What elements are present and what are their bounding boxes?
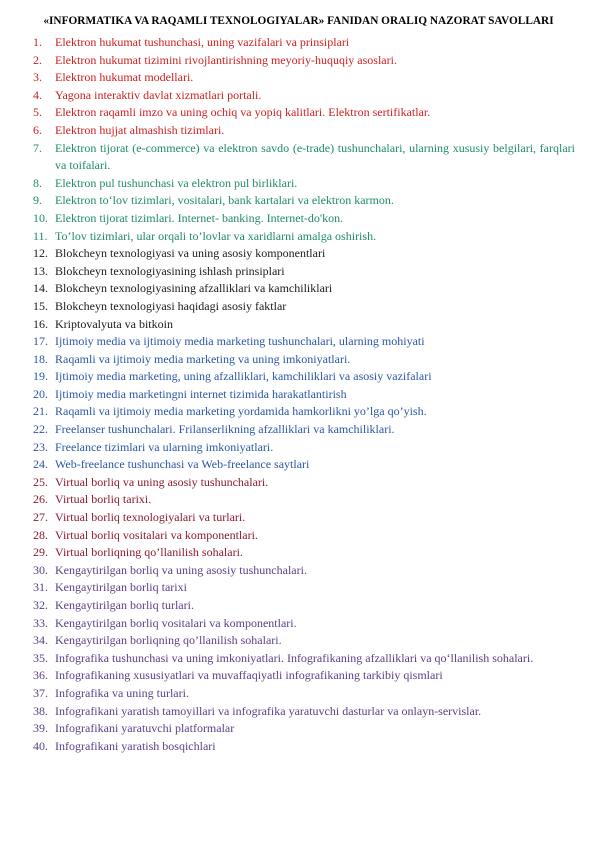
question-item (22, 474, 575, 492)
question-number: 4. (33, 87, 42, 102)
question-text: Virtual borliq vositalari va komponentlari. (55, 527, 258, 542)
question-item (22, 720, 575, 738)
question-text: Elektron to‘lov tizimlari, vositalari, bank kartalari va elektron karmon. (55, 193, 394, 208)
question-item (22, 368, 575, 386)
question-text: Elektron pul tushunchasi va elektron pul birliklari. (55, 175, 298, 190)
question-item (22, 351, 575, 369)
question-text: Kengaytirilgan borliq vositalari va komponentlari. (55, 615, 297, 630)
question-number: 18. (33, 351, 48, 366)
question-text: To’lov tizimlari, ular orqali to’lovlar va xaridlarni amalga oshirish. (55, 228, 377, 243)
question-text: Kengaytirilgan borliq tarixi (55, 580, 187, 595)
question-item (22, 562, 575, 580)
question-number: 39. (33, 721, 48, 736)
question-number: 36. (33, 668, 48, 683)
question-text: Elektron hukumat tushunchasi, uning vazifalari va prinsiplari (55, 35, 350, 49)
question-item (22, 34, 575, 52)
question-text: Virtual borliq texnologiyalari va turlari. (55, 510, 246, 525)
question-item (22, 245, 575, 263)
question-number: 10. (33, 210, 48, 225)
question-item (22, 615, 575, 633)
question-text: Infografika tushunchasi va uning imkoniyatlari. Infografikaning afzalliklari va qo‘llanilish sohalari. (55, 650, 534, 665)
question-number: 33. (33, 615, 48, 630)
question-item (22, 632, 575, 650)
question-item (22, 544, 575, 562)
question-text: Web-freelance tushunchasi va Web-freelance saytlari (55, 457, 310, 472)
question-number: 7. (33, 140, 42, 155)
question-number: 29. (33, 545, 48, 560)
question-text: Blokcheyn texnologiyasi haqidagi asosiy faktlar (55, 298, 287, 313)
question-number: 11. (33, 228, 48, 243)
question-number: 17. (33, 334, 48, 349)
question-item (22, 333, 575, 351)
question-number: 25. (33, 474, 48, 489)
question-item (22, 280, 575, 298)
question-item (22, 316, 575, 334)
question-number: 35. (33, 650, 48, 665)
question-text: Ijtimoiy media marketingni internet tizimida harakatlantirish (55, 386, 347, 401)
question-number: 23. (33, 439, 48, 454)
question-number: 2. (33, 52, 42, 67)
question-item (22, 667, 575, 685)
question-number: 19. (33, 369, 48, 384)
document-title: «INFORMATIKA VA RAQAMLI TEXNOLOGIYALAR» FANIDAN ORALIQ NAZORAT SAVOLLARI (43, 15, 554, 27)
question-item (22, 140, 575, 175)
question-text: Blokcheyn texnologiyasining ishlash prinsiplari (55, 263, 285, 278)
question-text: Kengaytirilgan borliqning qo’llanilish sohalari. (55, 633, 282, 648)
question-number: 21. (33, 404, 48, 419)
question-item (22, 210, 575, 228)
question-text: Ijtimoiy media marketing, uning afzalliklari, kamchiliklari va asosiy vazifalari (55, 369, 432, 384)
question-item (22, 298, 575, 316)
question-number: 40. (33, 738, 48, 753)
question-text: Freelance tizimlari va ularning imkoniyatlari. (55, 439, 274, 454)
question-item (22, 386, 575, 404)
question-text: Infografikani yaratish tamoyillari va infografika yaratuvchi dasturlar va onlayn-servislar. (55, 703, 482, 718)
question-text: Kengaytirilgan borliq turlari. (55, 598, 194, 612)
question-text: Kriptovalyuta va bitkoin (55, 316, 173, 331)
question-number: 5. (33, 105, 42, 120)
question-text: Infografikaning xususiyatlari va muvaffaqiyatli infografikaning tarkibiy qismlari (55, 668, 443, 683)
question-item (22, 527, 575, 545)
question-number: 20. (33, 386, 48, 401)
question-number: 26. (33, 492, 48, 507)
question-item (22, 703, 575, 721)
question-number: 34. (33, 633, 48, 648)
question-item (22, 439, 575, 457)
question-number: 12. (33, 246, 48, 261)
question-item (22, 491, 575, 509)
question-item (22, 456, 575, 474)
question-number: 8. (33, 175, 42, 190)
question-item (22, 52, 575, 70)
question-item (22, 122, 575, 140)
question-text: Blokcheyn texnologiyasi va uning asosiy komponentlari (55, 246, 326, 261)
question-text: Elektron raqamli imzo va uning ochiq va yopiq kalitlari. Elektron sertifikatlar. (55, 105, 431, 120)
question-text: Virtual borliq tarixi. (55, 492, 152, 507)
question-text: Yagona interaktiv davlat xizmatlari portali. (55, 87, 262, 102)
question-text: Elektron tijorat tizimlari. Internet- banking. Internet-do'kon. (55, 210, 344, 225)
question-text: Virtual borliq va uning asosiy tushunchalari. (55, 474, 269, 489)
question-number: 15. (33, 298, 48, 313)
question-number: 38. (33, 703, 48, 718)
question-text: Raqamli va ijtimoiy media marketing yordamida hamkorlikni yo’lga qo’yish. (55, 404, 427, 419)
question-text: Infografikani yaratuvchi platformalar (55, 721, 235, 736)
question-item (22, 175, 575, 193)
question-number: 9. (33, 193, 42, 208)
question-item (22, 104, 575, 122)
question-number: 32. (33, 598, 48, 612)
question-text: Ijtimoiy media va ijtimoiy media marketing tushunchalari, ularning mohiyati (55, 334, 425, 349)
question-item (22, 579, 575, 597)
question-text: Raqamli va ijtimoiy media marketing va uning imkoniyatlari. (55, 351, 351, 366)
question-item (22, 87, 575, 105)
question-item (22, 421, 575, 439)
question-list (22, 34, 575, 755)
question-text: Virtual borliqning qo’llanilish sohalari. (55, 545, 243, 560)
question-item (22, 597, 575, 615)
question-item (22, 69, 575, 87)
question-item (22, 228, 575, 246)
question-number: 37. (33, 685, 48, 700)
question-item (22, 403, 575, 421)
question-text: Freelanser tushunchalari. Frilanserlikning afzalliklari va kamchiliklari. (55, 422, 395, 437)
question-item (22, 509, 575, 527)
question-text: Kengaytirilgan borliq va uning asosiy tushunchalari. (55, 562, 307, 577)
question-number: 30. (33, 562, 48, 577)
question-number: 13. (33, 263, 48, 278)
question-text: Infografikani yaratish bosqichlari (55, 738, 216, 753)
question-number: 3. (33, 70, 42, 85)
question-number: 24. (33, 457, 48, 472)
question-number: 31. (33, 580, 48, 595)
question-item (22, 685, 575, 703)
question-number: 22. (33, 422, 48, 437)
question-number: 14. (33, 281, 48, 296)
question-text: Blokcheyn texnologiyasining afzalliklari va kamchiliklari (55, 281, 333, 296)
question-number: 6. (33, 122, 42, 137)
question-number: 1. (33, 35, 42, 49)
question-number: 28. (33, 527, 48, 542)
question-text: Elektron tijorat (e-commerce) va elektron savdo (e-trade) tushunchalari, ularning xususiy belgilari, farqlari va toifalari. (55, 140, 575, 173)
question-number: 16. (33, 316, 48, 331)
question-text: Infografika va uning turlari. (55, 685, 189, 700)
question-text: Elektron hujjat almashish tizimlari. (55, 122, 225, 137)
question-item (22, 192, 575, 210)
question-item (22, 263, 575, 281)
question-text: Elektron hukumat tizimini rivojlantirishning meyoriy-huquqiy asoslari. (55, 52, 397, 67)
question-text: Elektron hukumat modellari. (55, 70, 194, 85)
question-item (22, 738, 575, 756)
question-item (22, 650, 575, 668)
question-number: 27. (33, 510, 48, 525)
